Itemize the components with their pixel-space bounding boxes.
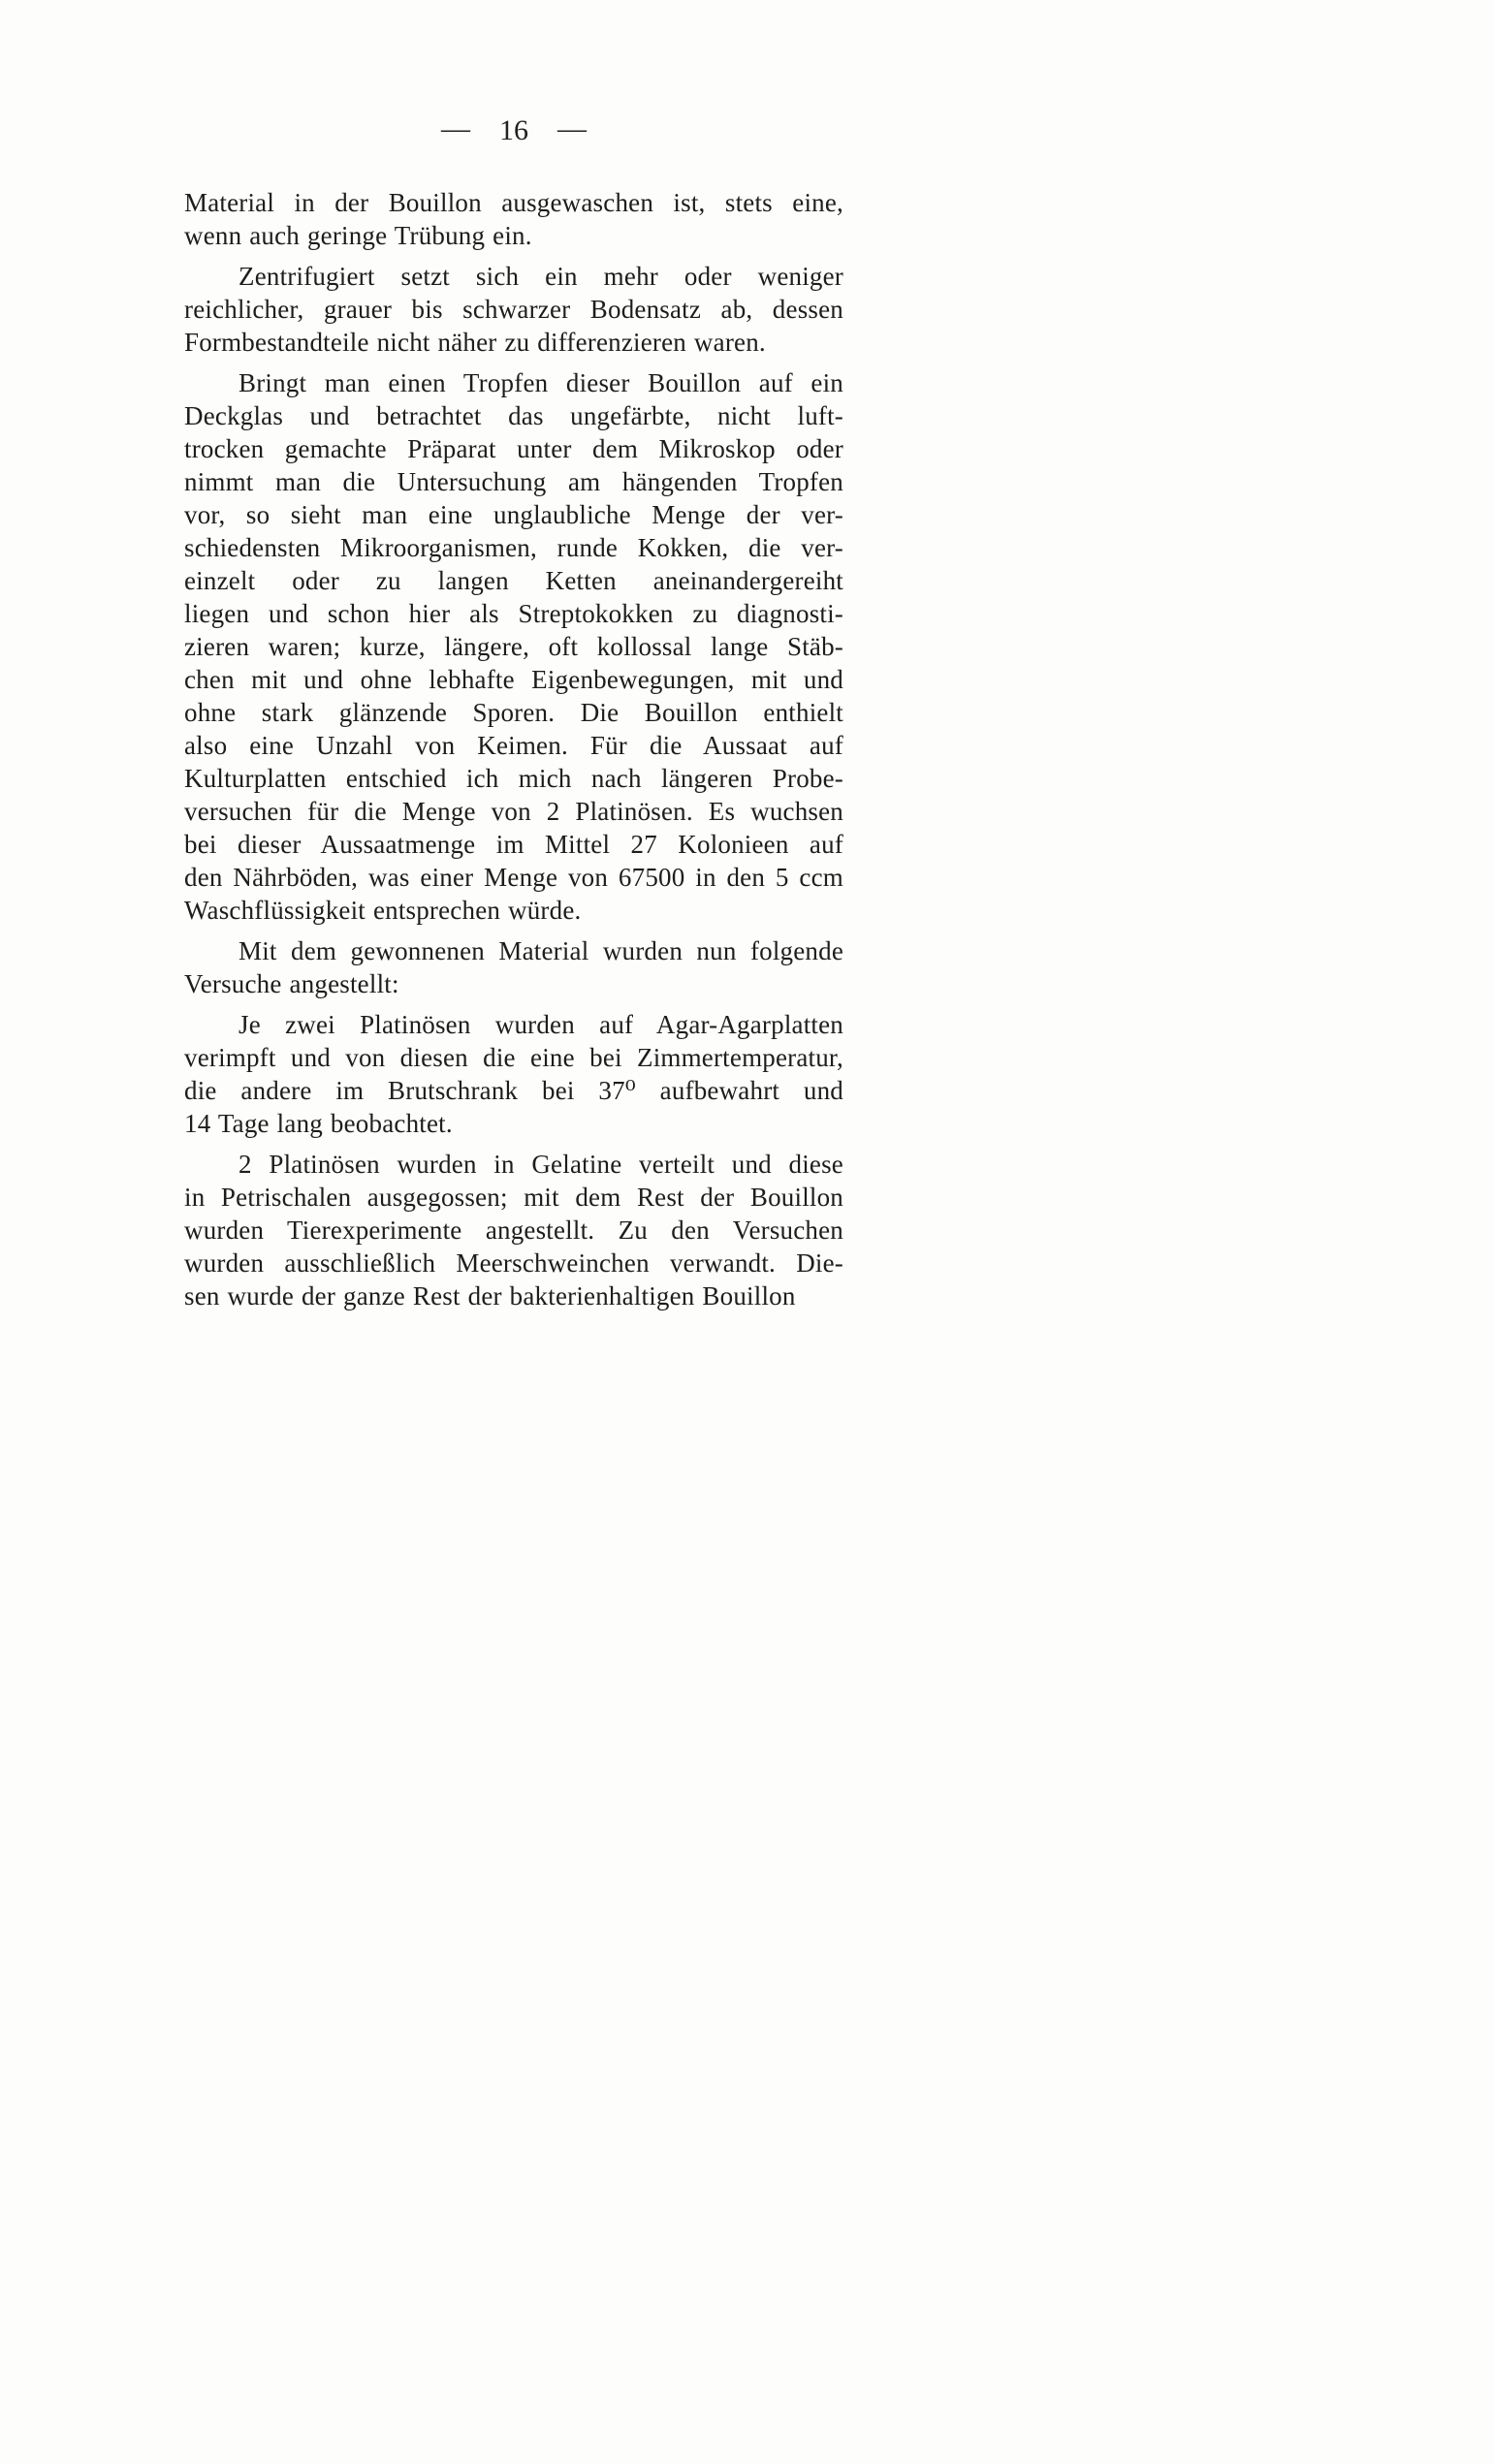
text-line: Versuche angestellt:: [184, 969, 399, 998]
text-line: wurden Tierexperimente angestellt. Zu den Versuchen: [184, 1216, 843, 1245]
text-line: trocken gemachte Präparat unter dem Mikroskop oder: [184, 434, 843, 463]
text-line: wenn auch geringe Trübung ein.: [184, 221, 532, 250]
text-line: den Nährböden, was einer Menge von 67500 in den 5 ccm: [184, 863, 843, 892]
paragraph: [184, 1008, 843, 1140]
page-number: [184, 114, 843, 147]
text-line: chen mit und ohne lebhafte Eigenbewegungen, mit und: [184, 665, 843, 694]
text-line: schiedensten Mikroorganismen, runde Kokken, die ver-: [184, 533, 843, 562]
text-line: vor, so sieht man eine unglaubliche Menge der ver-: [184, 500, 843, 529]
paragraph: [184, 186, 843, 252]
text-line: reichlicher, grauer bis schwarzer Bodensatz ab, dessen: [184, 295, 843, 324]
text-line: Waschflüssigkeit entsprechen würde.: [184, 896, 582, 925]
text-line: 14 Tage lang beobachtet.: [184, 1109, 453, 1138]
paragraph: [184, 366, 843, 927]
text-line: verimpft und von diesen die eine bei Zimmertemperatur,: [184, 1043, 843, 1072]
page-number-dash-left: —: [441, 112, 470, 144]
text-line: Formbestandteile nicht näher zu differenzieren waren.: [184, 328, 766, 357]
text-line: also eine Unzahl von Keimen. Für die Aussaat auf: [184, 731, 843, 760]
text-line: versuchen für die Menge von 2 Platinösen. Es wuchsen: [184, 797, 843, 826]
text-line: nimmt man die Untersuchung am hängenden Tropfen: [184, 467, 843, 496]
page-body: [184, 186, 843, 1312]
page-number-value: 16: [499, 114, 528, 146]
text-line: Deckglas und betrachtet das ungefärbte, nicht luft-: [184, 401, 843, 430]
text-line: Bringt man einen Tropfen dieser Bouillon auf ein: [238, 368, 843, 397]
text-line: die andere im Brutschrank bei 37⁰ aufbewahrt und: [184, 1076, 843, 1105]
text-line: Mit dem gewonnenen Material wurden nun folgende: [238, 936, 843, 965]
text-line: bei dieser Aussaatmenge im Mittel 27 Kolonieen auf: [184, 830, 843, 859]
text-line: wurden ausschließlich Meerschweinchen verwandt. Die-: [184, 1248, 843, 1278]
text-line: Material in der Bouillon ausgewaschen ist, stets eine,: [184, 188, 843, 217]
text-column: [184, 114, 843, 1320]
paragraph: [184, 1148, 843, 1312]
page-number-dash-right: —: [557, 112, 587, 144]
text-line: Je zwei Platinösen wurden auf Agar-Agarplatten: [238, 1010, 843, 1039]
text-line: sen wurde der ganze Rest der bakterienhaltigen Bouillon: [184, 1281, 796, 1311]
text-line: in Petrischalen ausgegossen; mit dem Rest der Bouillon: [184, 1183, 843, 1212]
paragraph: [184, 934, 843, 1000]
paragraph: [184, 260, 843, 359]
text-line: zieren waren; kurze, längere, oft kollossal lange Stäb-: [184, 632, 843, 661]
text-line: 2 Platinösen wurden in Gelatine verteilt und diese: [238, 1150, 843, 1179]
text-line: einzelt oder zu langen Ketten aneinandergereiht: [184, 566, 843, 595]
text-line: Kulturplatten entschied ich mich nach längeren Probe-: [184, 764, 843, 793]
text-line: liegen und schon hier als Streptokokken zu diagnosti-: [184, 599, 843, 628]
text-line: ohne stark glänzende Sporen. Die Bouillon enthielt: [184, 698, 843, 727]
text-line: Zentrifugiert setzt sich ein mehr oder weniger: [238, 262, 843, 291]
